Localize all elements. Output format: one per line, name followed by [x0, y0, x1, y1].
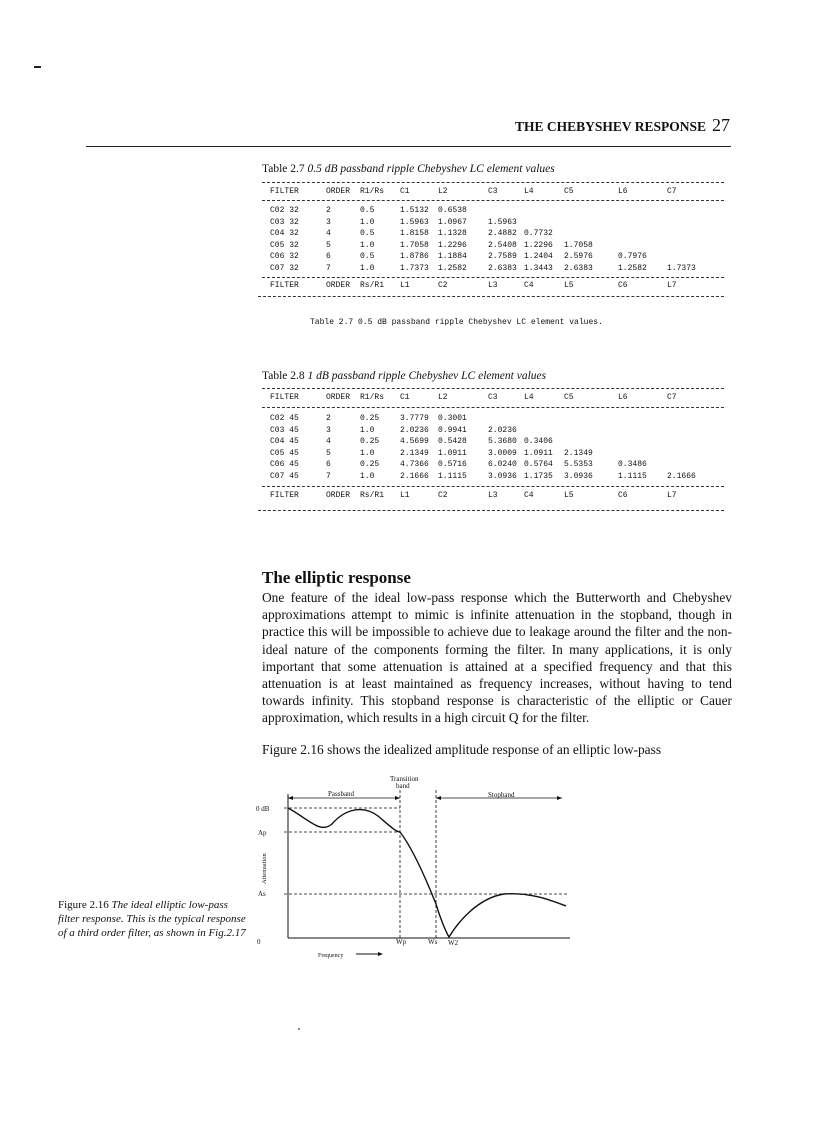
origin-label: 0: [257, 938, 261, 946]
table-cell: 0.25: [360, 460, 380, 469]
frequency-arrowhead: [378, 952, 383, 956]
stray-dot: [298, 1028, 300, 1030]
table-cell: 1.0: [360, 240, 375, 250]
table-cell: 5: [326, 448, 331, 458]
table-2-7-caption-title: 0.5 dB passband ripple Chebyshev LC element values: [307, 163, 555, 175]
table-cell: C07 32: [270, 263, 299, 273]
table-cell: C06 45: [270, 460, 299, 469]
table-cell: 5.3680: [488, 437, 517, 446]
running-head: [0, 114, 816, 138]
table-row: [262, 459, 724, 470]
table-cell: 1.1328: [438, 229, 467, 238]
table-2-8-caption-number: Table 2.8: [262, 370, 305, 382]
table-cell: 1.0967: [438, 217, 467, 227]
table-rule: [262, 200, 724, 201]
table-cell: 2.0236: [488, 425, 517, 435]
col-footer: L7: [667, 281, 677, 290]
table-2-8-header: [262, 392, 724, 403]
table-cell: C05 32: [270, 240, 299, 250]
ws-label: Ws: [428, 938, 438, 946]
col-header: L4: [524, 393, 534, 402]
table-cell: 6: [326, 460, 331, 469]
table-cell: 3: [326, 217, 331, 227]
arrowhead: [557, 796, 562, 800]
table-cell: 1.2582: [438, 263, 467, 273]
col-header: ORDER: [326, 393, 351, 402]
table-cell: 1.7373: [400, 263, 429, 273]
table-cell: C04 45: [270, 437, 299, 446]
table-cell: 1.0: [360, 448, 375, 458]
table-cell: C07 45: [270, 471, 299, 481]
table-cell: 3.0009: [488, 448, 517, 458]
table-cell: 5: [326, 240, 331, 250]
table-cell: 1.0: [360, 263, 375, 273]
col-header: L2: [438, 187, 448, 196]
col-footer: L7: [667, 491, 677, 500]
table-cell: 0.5: [360, 206, 375, 215]
table-rule: [262, 407, 724, 408]
col-footer: C6: [618, 491, 628, 500]
col-header: C1: [400, 393, 410, 402]
table-cell: C02 45: [270, 414, 299, 423]
table-cell: 2.5408: [488, 240, 517, 250]
table-cell: 0.5: [360, 252, 375, 261]
table-cell: 1.2582: [618, 263, 647, 273]
col-footer: C4: [524, 491, 534, 500]
col-header: C3: [488, 393, 498, 402]
table-cell: 3.0936: [564, 471, 593, 481]
table-row: [262, 448, 724, 459]
table-cell: 1.7058: [564, 240, 593, 250]
col-footer: L3: [488, 281, 498, 290]
table-cell: 2.5976: [564, 252, 593, 261]
col-footer: L5: [564, 491, 574, 500]
y-axis-label: Attenuation: [261, 853, 268, 884]
table-2-8-caption: [262, 370, 546, 382]
figure-caption-text: The ideal elliptic low-pass filter response. This is the typical response of a third order filter, as shown in Fig.2.17: [58, 899, 246, 939]
table-cell: 0.3406: [524, 437, 553, 446]
table-rule: [262, 388, 724, 389]
table-2-7-note: Table 2.7 0.5 dB passband ripple Chebyshev LC element values.: [310, 318, 603, 327]
elliptic-response-figure: [250, 772, 580, 962]
table-cell: 0.5: [360, 229, 375, 238]
table-2-7-caption-number: Table 2.7: [262, 163, 305, 175]
ap-label: Ap: [258, 829, 267, 837]
table-2-8-caption-title: 1 dB passband ripple Chebyshev LC element values: [307, 370, 547, 382]
col-header: C5: [564, 393, 574, 402]
table-cell: 0.5428: [438, 437, 467, 446]
table-cell: 1.1115: [618, 471, 647, 481]
table-row: [262, 251, 724, 262]
col-footer: L3: [488, 491, 498, 500]
zero-db-label: 0 dB: [256, 805, 270, 813]
col-header: L2: [438, 393, 448, 402]
col-header: FILTER: [270, 393, 299, 402]
table-row: [262, 240, 724, 251]
table-cell: 2: [326, 414, 331, 423]
x-axis-label: Frequency: [318, 953, 344, 959]
body-paragraph: [262, 589, 732, 727]
transition-label-2: band: [396, 782, 410, 790]
table-cell: 1.2296: [438, 240, 467, 250]
table-cell: 1.1884: [438, 252, 467, 261]
table-cell: 7: [326, 471, 331, 481]
table-cell: 1.1735: [524, 471, 553, 481]
col-footer: L1: [400, 281, 410, 290]
table-cell: 7: [326, 263, 331, 273]
table-cell: 1.7058: [400, 240, 429, 250]
col-header: R1/Rs: [360, 187, 385, 196]
col-header: C3: [488, 187, 498, 196]
col-footer: L1: [400, 491, 410, 500]
transition-label-1: Transition: [390, 775, 419, 783]
table-cell: 1.0: [360, 471, 375, 481]
table-row: [262, 413, 724, 424]
stray-mark: [34, 66, 41, 68]
table-cell: 2.6383: [564, 263, 593, 273]
col-header: R1/Rs: [360, 393, 385, 402]
header-rule: [86, 146, 731, 147]
table-cell: C02 32: [270, 206, 299, 215]
table-cell: 4: [326, 229, 331, 238]
table-cell: 1.1115: [438, 471, 467, 481]
col-header: C7: [667, 187, 677, 196]
table-cell: 5.5353: [564, 460, 593, 469]
figure-caption: [58, 898, 248, 940]
col-header: L6: [618, 187, 628, 196]
table-row: [262, 217, 724, 228]
table-row: [262, 228, 724, 239]
body-last-line: Figure 2.16 shows the idealized amplitude response of an elliptic low-pass: [262, 742, 662, 757]
table-cell: 2: [326, 206, 331, 215]
arrowhead: [288, 796, 293, 800]
table-cell: 3: [326, 425, 331, 435]
stopband-label: Stopband: [488, 791, 515, 799]
col-footer: FILTER: [270, 281, 299, 290]
figure-caption-lead: Figure 2.16: [58, 899, 109, 911]
page-number: 27: [712, 115, 730, 135]
table-cell: 1.8786: [400, 252, 429, 261]
table-cell: 0.3486: [618, 460, 647, 469]
table-cell: 1.0: [360, 425, 375, 435]
table-cell: 2.1349: [400, 448, 429, 458]
col-header: FILTER: [270, 187, 299, 196]
table-cell: 6.0240: [488, 460, 517, 469]
col-footer: ORDER: [326, 491, 351, 500]
table-cell: 1.2404: [524, 252, 553, 261]
col-footer: C4: [524, 281, 534, 290]
table-cell: C03 45: [270, 425, 299, 435]
w2-label: W2: [448, 939, 459, 947]
table-cell: 1.0911: [524, 448, 553, 458]
col-footer: ORDER: [326, 281, 351, 290]
table-cell: 0.25: [360, 437, 380, 446]
col-header: L6: [618, 393, 628, 402]
table-cell: 1.8158: [400, 229, 429, 238]
table-2-7-header: [262, 186, 724, 197]
table-cell: 1.2296: [524, 240, 553, 250]
table-2-7-footer: [262, 280, 724, 291]
table-row: [262, 436, 724, 447]
table-cell: 6: [326, 252, 331, 261]
as-label: As: [258, 890, 266, 898]
table-row: [262, 471, 724, 482]
table-cell: 0.3001: [438, 414, 467, 423]
table-rule: [262, 277, 724, 278]
table-cell: 1.0911: [438, 448, 467, 458]
table-cell: 0.7732: [524, 229, 553, 238]
response-curve: [288, 808, 566, 937]
table-rule: [262, 486, 724, 487]
table-row: [262, 263, 724, 274]
col-footer: C2: [438, 491, 448, 500]
table-rule: [258, 510, 724, 511]
table-cell: 0.6538: [438, 206, 467, 215]
table-cell: 1.5132: [400, 206, 429, 215]
table-cell: 2.4882: [488, 229, 517, 238]
table-cell: 2.7589: [488, 252, 517, 261]
table-cell: 0.9941: [438, 425, 467, 435]
table-cell: 4.7366: [400, 460, 429, 469]
col-footer: Rs/R1: [360, 281, 385, 290]
col-footer: C6: [618, 281, 628, 290]
wp-label: Wp: [396, 938, 407, 946]
col-footer: L5: [564, 281, 574, 290]
arrowhead: [395, 796, 400, 800]
table-rule: [258, 296, 724, 297]
col-header: L4: [524, 187, 534, 196]
table-cell: 2.1666: [400, 471, 429, 481]
col-footer: Rs/R1: [360, 491, 385, 500]
table-cell: C05 45: [270, 448, 299, 458]
table-cell: C06 32: [270, 252, 299, 261]
table-row: [262, 205, 724, 216]
table-cell: 0.5716: [438, 460, 467, 469]
table-2-8-footer: [262, 490, 724, 501]
table-cell: 2.0236: [400, 425, 429, 435]
section-heading: The elliptic response: [262, 568, 411, 587]
arrowhead: [436, 796, 441, 800]
table-cell: 2.1666: [667, 471, 696, 481]
table-cell: 1.0: [360, 217, 375, 227]
table-cell: 2.6383: [488, 263, 517, 273]
table-2-7-caption: [262, 163, 555, 175]
table-cell: 0.25: [360, 414, 380, 423]
col-header: C5: [564, 187, 574, 196]
table-cell: 2.1349: [564, 448, 593, 458]
table-cell: 3.0936: [488, 471, 517, 481]
col-header: ORDER: [326, 187, 351, 196]
table-cell: 1.5963: [488, 217, 517, 227]
col-header: C7: [667, 393, 677, 402]
table-cell: 1.7373: [667, 263, 696, 273]
paragraph-text: One feature of the ideal low-pass response which the Butterworth and Chebyshev approximations attempt to mimic is infinite attenuation in the stopband, though in practice this will be impossible to achieve due to leakage around the filter and the non-ideal nature of the components forming the filter. In many applications, it is only important that some attenuation is attained at a specified frequency and that this attenuation is at least maintained as frequency increases, without having to tend towards infinity. This stopband response is characteristic of the elliptic or Cauer approximation, which results in a high circuit Q for the filter.: [262, 590, 732, 726]
running-title: THE CHEBYSHEV RESPONSE: [514, 119, 706, 134]
table-cell: 4: [326, 437, 331, 446]
passband-label: Passband: [328, 790, 355, 798]
table-cell: 4.5699: [400, 437, 429, 446]
table-rule: [262, 182, 724, 183]
col-header: C1: [400, 187, 410, 196]
table-cell: 1.3443: [524, 263, 553, 273]
table-cell: C03 32: [270, 217, 299, 227]
col-footer: FILTER: [270, 491, 299, 500]
table-cell: 3.7779: [400, 414, 429, 423]
table-cell: 0.7976: [618, 252, 647, 261]
table-cell: 0.5764: [524, 460, 553, 469]
table-cell: 1.5963: [400, 217, 429, 227]
col-footer: C2: [438, 281, 448, 290]
table-row: [262, 425, 724, 436]
table-cell: C04 32: [270, 229, 299, 238]
